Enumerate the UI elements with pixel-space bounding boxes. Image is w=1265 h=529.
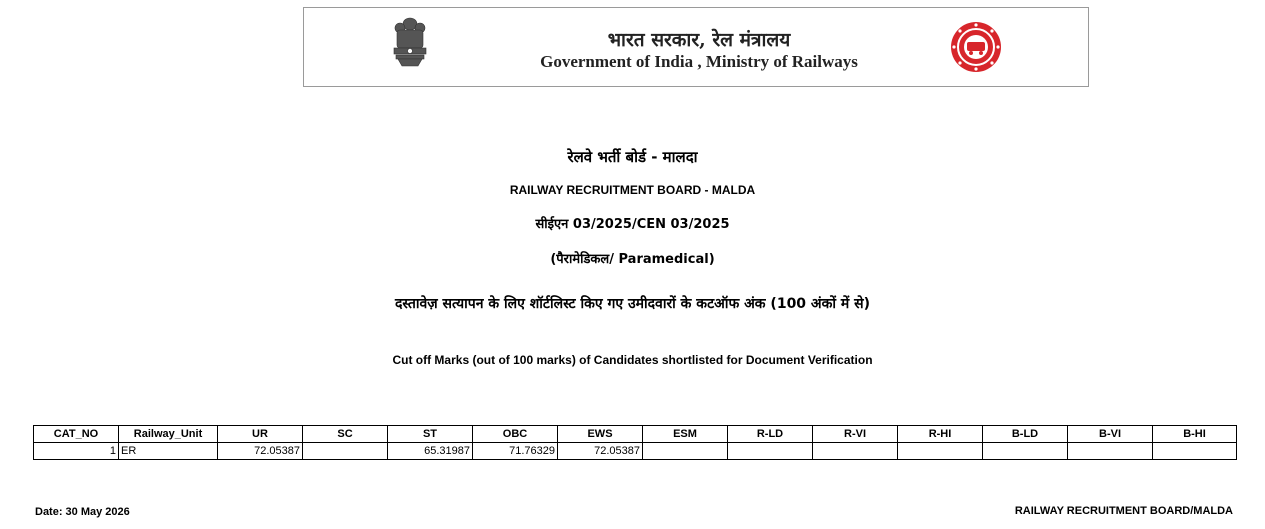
column-header-railway-unit: Railway_Unit [119, 426, 218, 443]
column-header-b-hi: B-HI [1153, 426, 1237, 443]
cell-r-hi [898, 443, 983, 460]
cell-r-vi [813, 443, 898, 460]
cell-ews: 72.05387 [558, 443, 643, 460]
cell-railway-unit: ER [119, 443, 218, 460]
signatory: RAILWAY RECRUITMENT BOARD/MALDA [1014, 505, 1233, 517]
table-row [34, 443, 1237, 460]
cell-b-ld [983, 443, 1068, 460]
cutoff-marks-table [33, 425, 1237, 460]
ministry-title-english: Government of India , Ministry of Railways [540, 52, 858, 71]
cell-esm [643, 443, 728, 460]
column-header-r-ld: R-LD [728, 426, 813, 443]
column-header-r-hi: R-HI [898, 426, 983, 443]
table-header-row [34, 426, 1237, 443]
column-header-sc: SC [303, 426, 388, 443]
cell-b-vi [1068, 443, 1153, 460]
cen-number: सीईएन 03/2025/CEN 03/2025 [535, 217, 730, 232]
cell-st: 65.31987 [388, 443, 473, 460]
column-header-cat-no: CAT_NO [34, 426, 119, 443]
cell-sc [303, 443, 388, 460]
column-header-esm: ESM [643, 426, 728, 443]
column-header-ur: UR [218, 426, 303, 443]
column-header-b-ld: B-LD [983, 426, 1068, 443]
column-header-ews: EWS [558, 426, 643, 443]
document-title-hindi: दस्तावेज़ सत्यापन के लिए शॉर्टलिस्ट किए गए उमीदवारों के कटऑफ अंक (100 अंकों में से) [395, 296, 870, 312]
column-header-obc: OBC [473, 426, 558, 443]
column-header-b-vi: B-VI [1068, 426, 1153, 443]
issue-date: Date: 30 May 2026 [35, 506, 130, 518]
cell-obc: 71.76329 [473, 443, 558, 460]
column-header-st: ST [388, 426, 473, 443]
board-name-english: RAILWAY RECRUITMENT BOARD - MALDA [509, 183, 756, 197]
column-header-r-vi: R-VI [813, 426, 898, 443]
document-title-english: Cut off Marks (out of 100 marks) of Candidates shortlisted for Document Verification [392, 353, 873, 367]
post-category: (पैरामेडिकल/ Paramedical) [550, 252, 715, 267]
cell-b-hi [1153, 443, 1237, 460]
cell-cat-no: 1 [34, 443, 119, 460]
letterhead-banner [303, 7, 1089, 87]
cell-r-ld [728, 443, 813, 460]
cell-ur: 72.05387 [218, 443, 303, 460]
board-name-hindi: रेलवे भर्ती बोर्ड - मालदा [567, 148, 698, 166]
ministry-title-hindi: भारत सरकार, रेल मंत्रालय [607, 29, 791, 51]
